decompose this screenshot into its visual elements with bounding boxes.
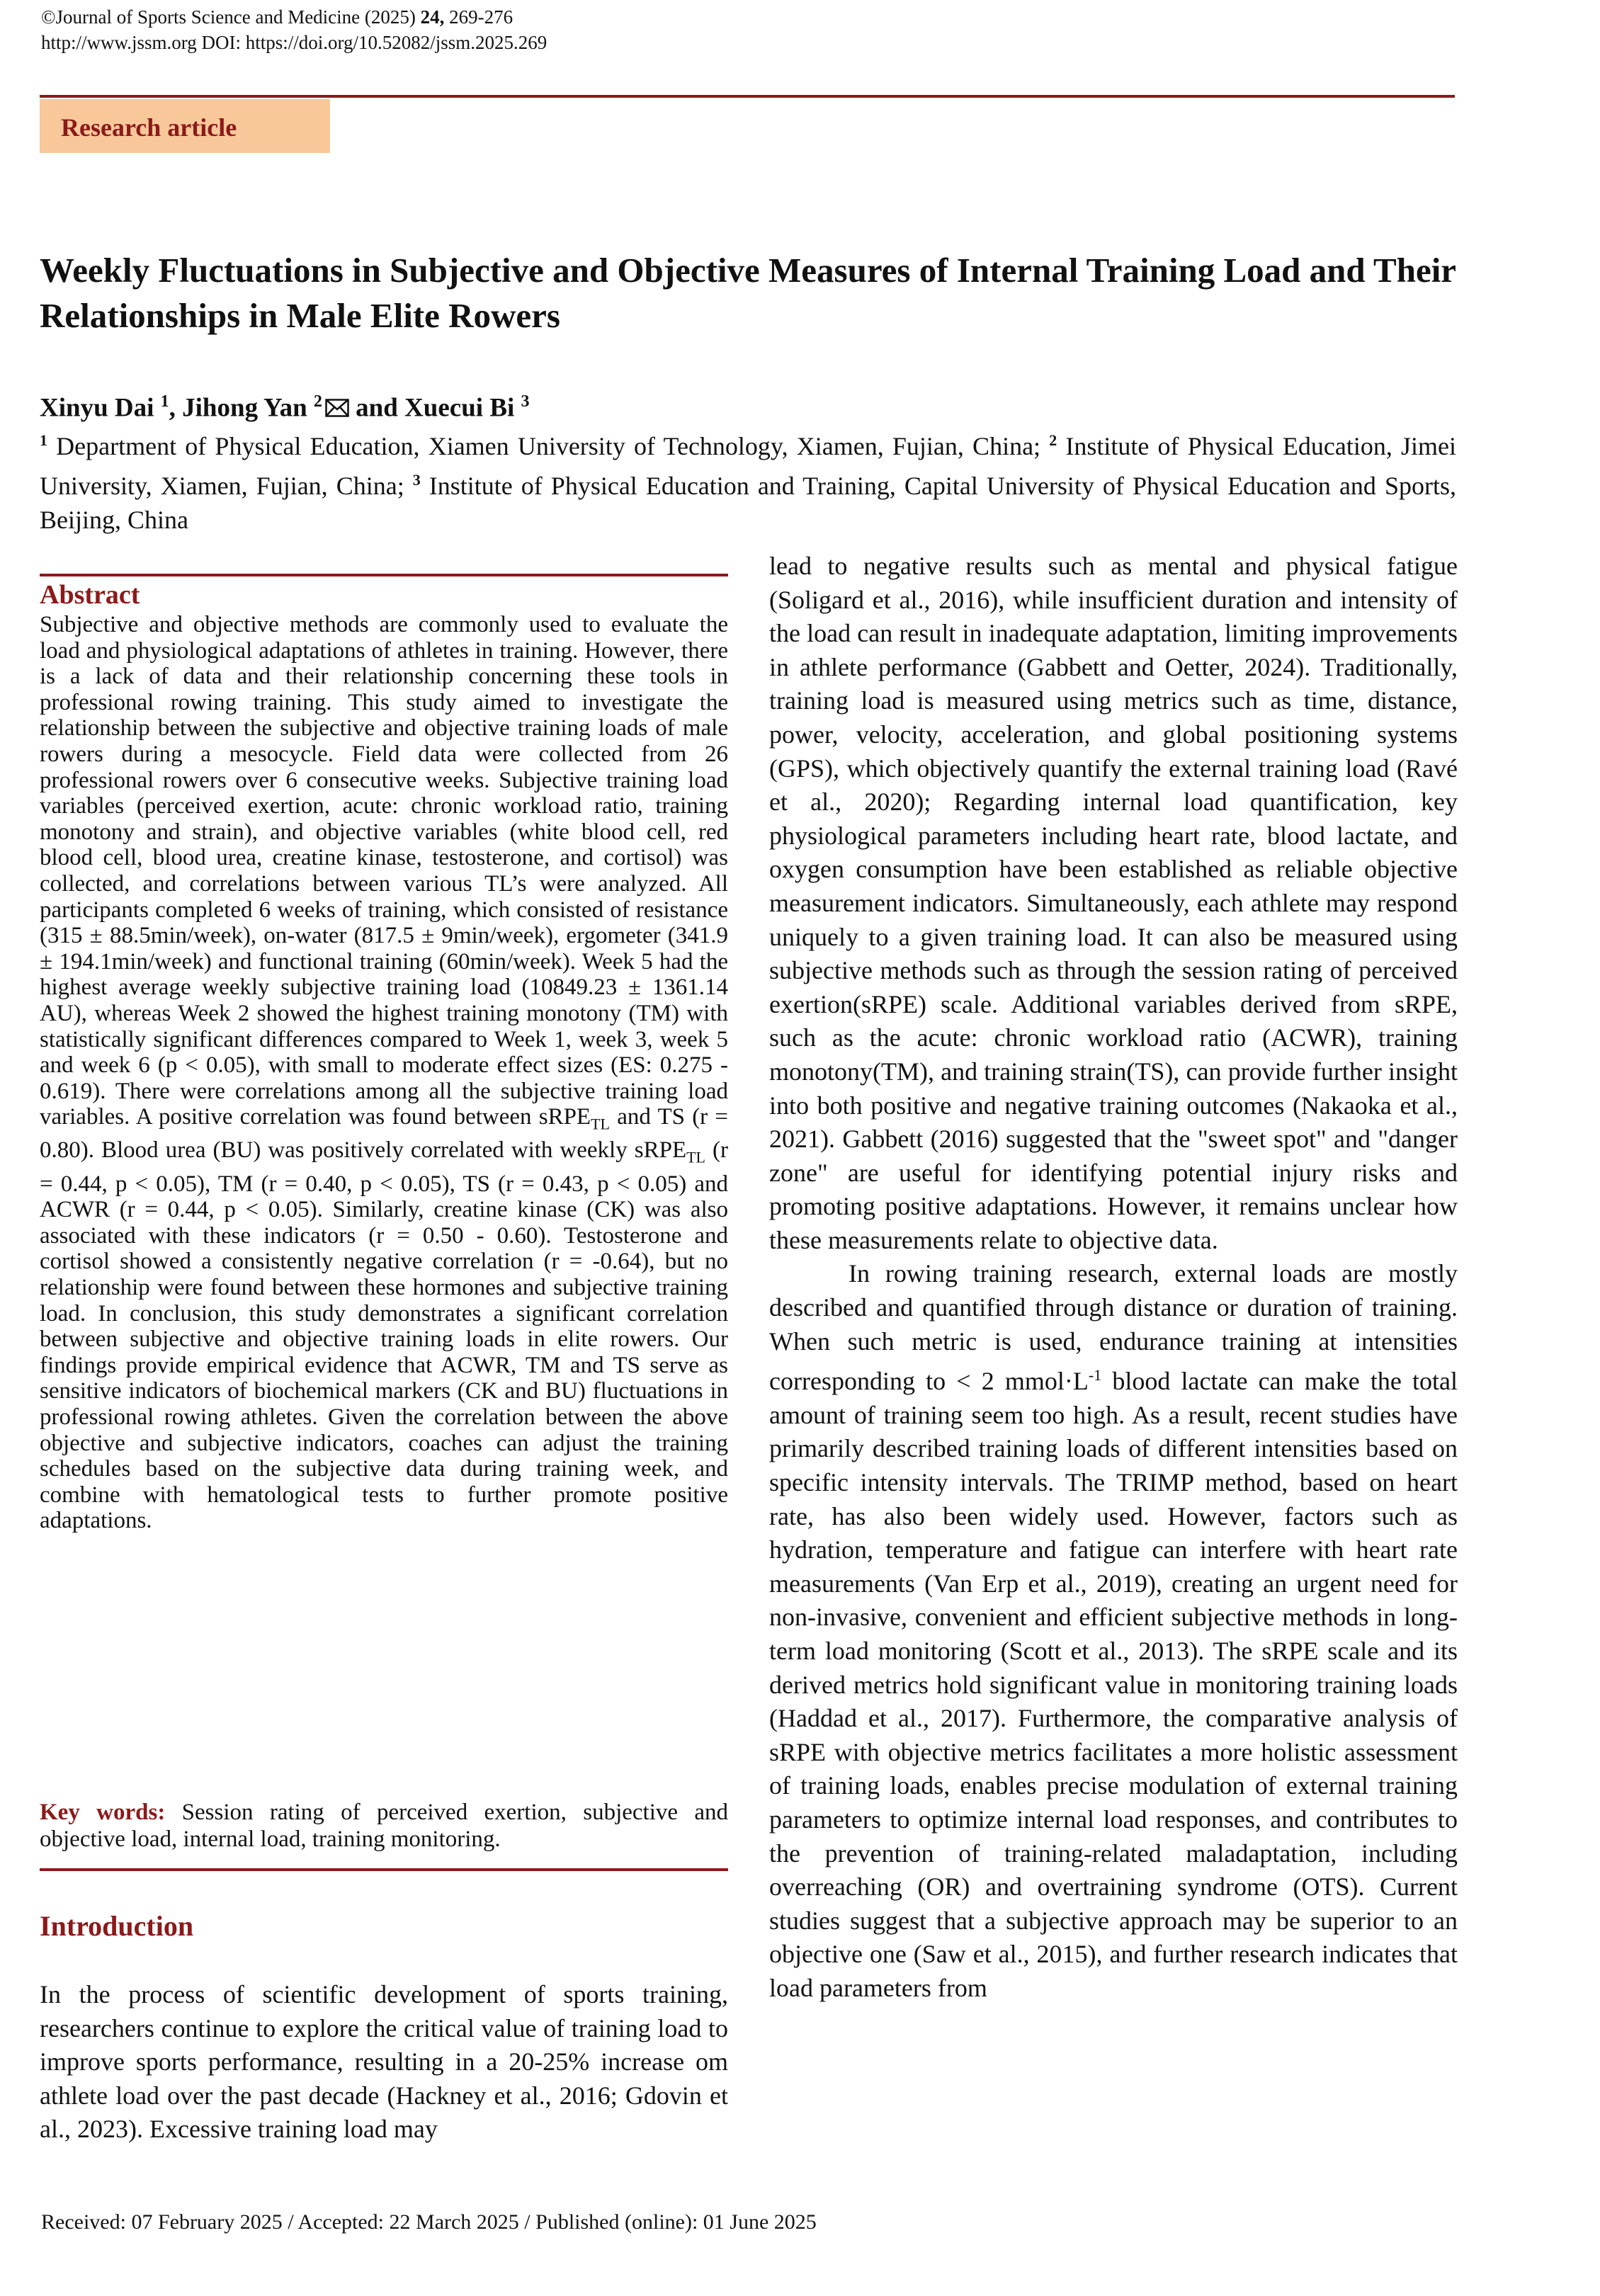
abstract-body <box>40 612 728 1534</box>
keywords-text: Session rating of perceived exertion, subjective and objective load, internal load, training monitoring. <box>40 1800 728 1852</box>
introduction-left-paragraph: In the process of scientific development of sports training, researchers continue to explore the critical value of training load to improve sports performance, resulting in a 20-25% increase om athlete load over the past decade (Hackney et al., 2016; Gdovin et al., 2023). Excessive training load may <box>40 1980 728 2144</box>
abstract-sub-1: TL <box>591 1115 610 1133</box>
intro-paragraph-2 <box>769 1257 1458 2005</box>
article-type-label: Research article <box>61 113 237 142</box>
author-1-affil: 1 <box>160 392 169 411</box>
article-type-badge <box>40 99 330 153</box>
author-list <box>40 386 1463 424</box>
keywords-label: Key words: <box>40 1800 166 1825</box>
author-3-affil: 3 <box>521 392 530 411</box>
journal-pages: 269-276 <box>444 6 514 28</box>
journal-volume: 24, <box>420 6 445 28</box>
journal-name: ©Journal of Sports Science and Medicine (2025) <box>41 6 421 28</box>
affil-1-num: 1 <box>40 431 47 449</box>
abstract-heading: Abstract <box>40 580 140 610</box>
author-2-affil: 2 <box>313 392 322 411</box>
affil-3-num: 3 <box>412 471 421 489</box>
keywords-bottom-rule <box>40 1868 728 1871</box>
abstract-text-1: Subjective and objective methods are commonly used to evaluate the load and physiological adaptations of athletes in training. However, there is a lack of data and their relationship concerning these tools in professional rowing training. This study aimed to investigate the relationship between the subjective and objective training loads of male rowers during a mesocycle. Field data were collected from 26 professional rowers over 6 consecutive weeks. Subjective training load variables (perceived exertion, acute: chronic workload ratio, training monotony and strain), and objective variables (white blood cell, red blood cell, blood urea, creatine kinase, testosterone, and cortisol) was collected, and correlations between various TL’s were analyzed. All participants completed 6 weeks of training, which consisted of resistance (315 ± 88.5min/week), on-water (817.5 ± 9min/week), ergometer (341.9 ± 194.1min/week) and functional training (60min/week). Week 5 had the highest average weekly subjective training load (10849.23 ± 1361.14 AU), whereas Week 2 showed the highest training monotony (TM) with statistically significant differences compared to Week 1, week 3, week 5 and week 6 (p < 0.05), with small to moderate effect sizes (ES: 0.275 - 0.619). There were correlations among all the subjective training load variables. A positive correlation was found between sRPE <box>40 612 728 1130</box>
introduction-right-column <box>769 550 1458 2006</box>
affil-2: Institute of Physical Education, Jimei University, Xiamen, Fujian, China; <box>40 432 1456 500</box>
intro-unit-sup: -1 <box>1088 1366 1102 1385</box>
author-1: Xinyu Dai <box>40 393 161 423</box>
intro-paragraph-2b: blood lactate can make the total amount of training seem too high. As a result, recent studies have primarily described training loads of different intensities based on specific intensity intervals. The TRIMP method, based on heart rate, has also been widely used. However, factors such as hydration, temperature and fatigue can interfere with heart rate measurements (Van Erp et al., 2019), creating an urgent need for non-invasive, convenient and efficient subjective methods in long-term load monitoring (Scott et al., 2013). The sRPE scale and its derived metrics hold significant value in monitoring training loads (Haddad et al., 2017). Furthermore, the comparative analysis of sRPE with objective metrics facilitates a more holistic assessment of training loads, enables precise modulation of external training parameters to optimize internal load responses, and contributes to the prevention of training-related maladaptation, including overreaching (OR) and overtraining syndrome (OTS). Current studies suggest that a subjective approach may be superior to an objective one (Saw et al., 2015), and further research indicates that load parameters from <box>769 1367 1458 2002</box>
introduction-heading: Introduction <box>40 1910 194 1942</box>
keywords <box>40 1799 728 1853</box>
author-3: and Xuecui Bi <box>348 393 521 423</box>
mail-icon[interactable] <box>325 399 349 417</box>
abstract-text-3: (r = 0.44, p < 0.05), TM (r = 0.40, p < 0.05), TS (r = 0.43, p < 0.05) and ACWR (r = 0.44, p < 0.05). Similarly, creatine kinase (CK) was also associated with these indicators (r = 0.50 - 0.60). Testosterone and cortisol showed a consistently negative correlation (r = -0.64), but no relationship were found between these hormones and subjective training load. In conclusion, this study demonstrates a significant correlation between subjective and objective training loads in elite rowers. Our findings provide empirical evidence that ACWR, TM and TS serve as sensitive indicators of biochemical markers (CK and BU) fluctuations in professional rowing athletes. Given the correlation between the above objective and subjective indicators, coaches can adjust the training schedules based on the subjective data during training week, and combine with hematological tests to further promote positive adaptations. <box>40 1137 728 1534</box>
affil-2-num: 2 <box>1049 431 1057 449</box>
author-2: , Jihong Yan <box>169 393 314 423</box>
abstract-sub-2: TL <box>686 1149 705 1167</box>
publication-dates: Received: 07 February 2025 / Accepted: 22 March 2025 / Published (online): 01 June 2025 <box>41 2210 817 2234</box>
affil-3: Institute of Physical Education and Training, Capital University of Physical Education and Sports, Beijing, China <box>40 472 1456 534</box>
affil-1: Department of Physical Education, Xiamen University of Technology, Xiamen, Fujian, China; <box>47 432 1050 460</box>
intro-paragraph-1: lead to negative results such as mental and physical fatigue (Soligard et al., 2016), while insufficient duration and intensity of the load can result in inadequate adaptation, limiting improvements in athlete performance (Gabbett and Oetter, 2024). Traditionally, training load is measured using metrics such as time, distance, power, velocity, acceleration, and global positioning systems (GPS), which objectively quantify the external training load (Ravé et al., 2020); Regarding internal load quantification, key physiological parameters including heart rate, blood lactate, and oxygen consumption have been established as reliable objective measurement indicators. Simultaneously, each athlete may respond uniquely to a given training load. It can also be measured using subjective methods such as through the session rating of perceived exertion(sRPE) scale. Additional variables derived from sRPE, such as the acute: chronic workload ratio (ACWR), training monotony(TM), and training strain(TS), can provide further insight into both positive and negative training outcomes (Nakaoka et al., 2021). Gabbett (2016) suggested that the "sweet spot" and "danger zone" are useful for identifying potential injury risks and promoting positive adaptations. However, it remains unclear how these measurements relate to objective data. <box>769 552 1458 1254</box>
journal-doi[interactable]: http://www.jssm.org DOI: https://doi.org/10.52082/jssm.2025.269 <box>41 32 547 53</box>
affiliations <box>40 424 1456 537</box>
intro-paragraph-2a: In rowing training research, external loads are mostly described and quantified through distance or duration of training. When such metric is used, endurance training at intensities corresponding to < 2 mmol·L <box>769 1259 1458 1396</box>
abstract-text-2: and TS (r = 0.80). Blood urea (BU) was positively correlated with weekly sRPE <box>40 1104 728 1164</box>
journal-citation <box>41 6 513 28</box>
header-rule <box>40 95 1455 98</box>
abstract-top-rule <box>40 574 728 576</box>
paper-title: Weekly Fluctuations in Subjective and Objective Measures of Internal Training Load and Their Relationships in Male Elite Rowers <box>40 251 1456 335</box>
